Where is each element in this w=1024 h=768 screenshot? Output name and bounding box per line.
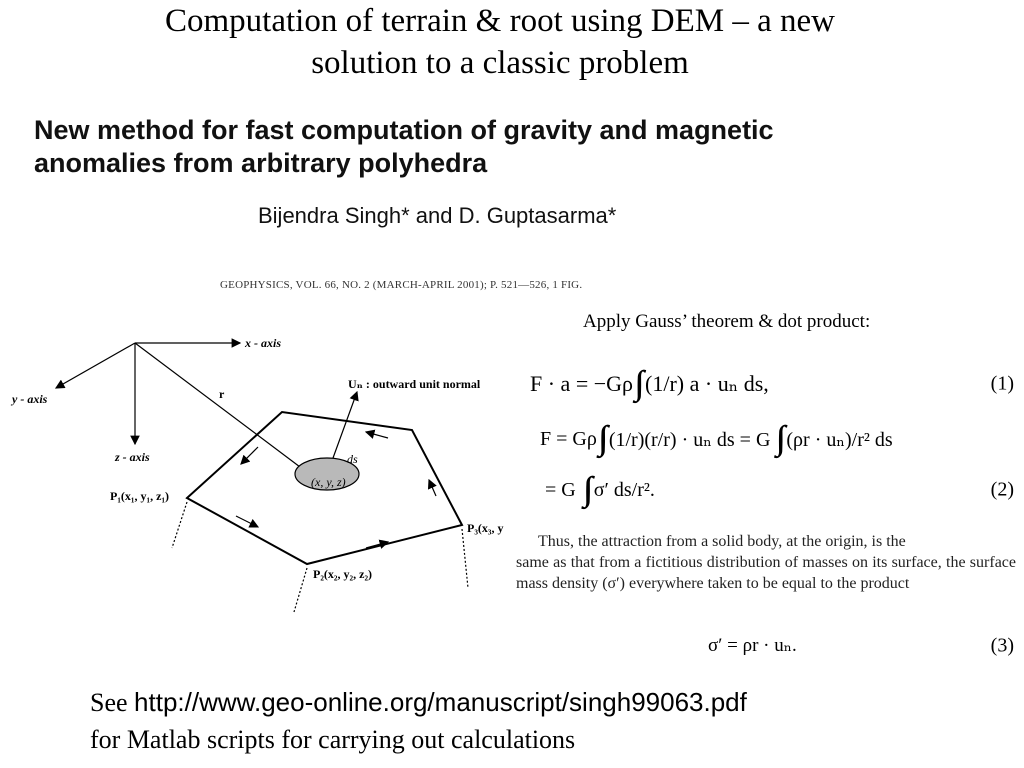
paper-authors: Bijendra Singh* and D. Guptasarma* [258, 203, 617, 228]
eq3-number: (3) [990, 634, 1014, 657]
eq2-part-b: (1/r)(r/r) · uₙ ds = G [608, 428, 771, 451]
paper-citation: GEOPHYSICS, VOL. 66, NO. 2 (MARCH-APRIL 2001); P. 521—526, 1 FIG. [220, 279, 583, 291]
eq3-body: σ′ = ρr · uₙ. [708, 635, 797, 656]
eq2-part-a: F = Gρ [540, 427, 597, 450]
manuscript-link[interactable]: http://www.geo-online.org/manuscript/singh99063.pdf [134, 687, 747, 717]
slide-title-line-2: solution to a classic problem [311, 45, 689, 81]
eq1-number: (1) [990, 372, 1014, 395]
ds-label: ds [347, 452, 358, 466]
slide-title-line-1: Computation of terrain & root using DEM – a new [165, 3, 835, 39]
outward-normal-vector [333, 392, 357, 458]
equation-1 [530, 362, 1016, 406]
y-axis-label: y - axis [12, 392, 48, 406]
polyhedron-diagram [0, 326, 515, 616]
eq2-number: (2) [990, 478, 1014, 501]
equation-2-line-2 [545, 470, 1016, 510]
eq1-rhs: (1/r) a · uₙ ds, [645, 371, 769, 396]
y-axis-line [56, 343, 135, 388]
paper-title-line-1: New method for fast computation of gravity and magnetic [34, 115, 774, 145]
eq2-line2-part-a: = G [545, 478, 576, 501]
eq2-line2-part-b: σ′ ds/r². [593, 478, 655, 501]
outward-normal-label: Uₙ : outward unit normal [348, 377, 481, 391]
z-axis-label: z - axis [115, 450, 150, 464]
paragraph-line-1: Thus, the attraction from a solid body, at the origin, is the [538, 533, 906, 550]
vertex-p3-label: P₃(x₃, y [467, 521, 504, 535]
footer-line-1 [90, 684, 747, 721]
equation-3 [530, 632, 1016, 660]
paper-title [34, 114, 964, 180]
r-label: r [219, 387, 225, 401]
eq2-part-c: (ρr · uₙ)/r² ds [786, 428, 893, 451]
footer-line-2: for Matlab scripts for carrying out calculations [90, 725, 576, 754]
paragraph-rest: same as that from a fictitious distribution of masses on its surface, the surface mass density (σ′) everywhere taken to be equal to the product [516, 554, 1016, 592]
eq1-lhs: F · a = −Gρ [530, 371, 634, 396]
footer-see: See [90, 688, 135, 717]
paper-title-line-2: anomalies from arbitrary polyhedra [34, 148, 488, 178]
slide-title [0, 0, 1000, 84]
r-vector [135, 343, 308, 473]
point-xyz-label: (x, y, z) [311, 475, 346, 489]
x-axis-label: x - axis [245, 336, 281, 350]
equation-2-line-1 [540, 420, 1016, 458]
vertex-p1-label: P₁(x₁, y₁, z₁) [110, 489, 170, 503]
vertex-p2-label: P₂(x₂, y₂, z₂) [313, 567, 373, 581]
gauss-theorem-label: Apply Gauss’ theorem & dot product: [583, 311, 871, 332]
footer-note [90, 684, 747, 758]
explanation-paragraph [516, 531, 1016, 594]
